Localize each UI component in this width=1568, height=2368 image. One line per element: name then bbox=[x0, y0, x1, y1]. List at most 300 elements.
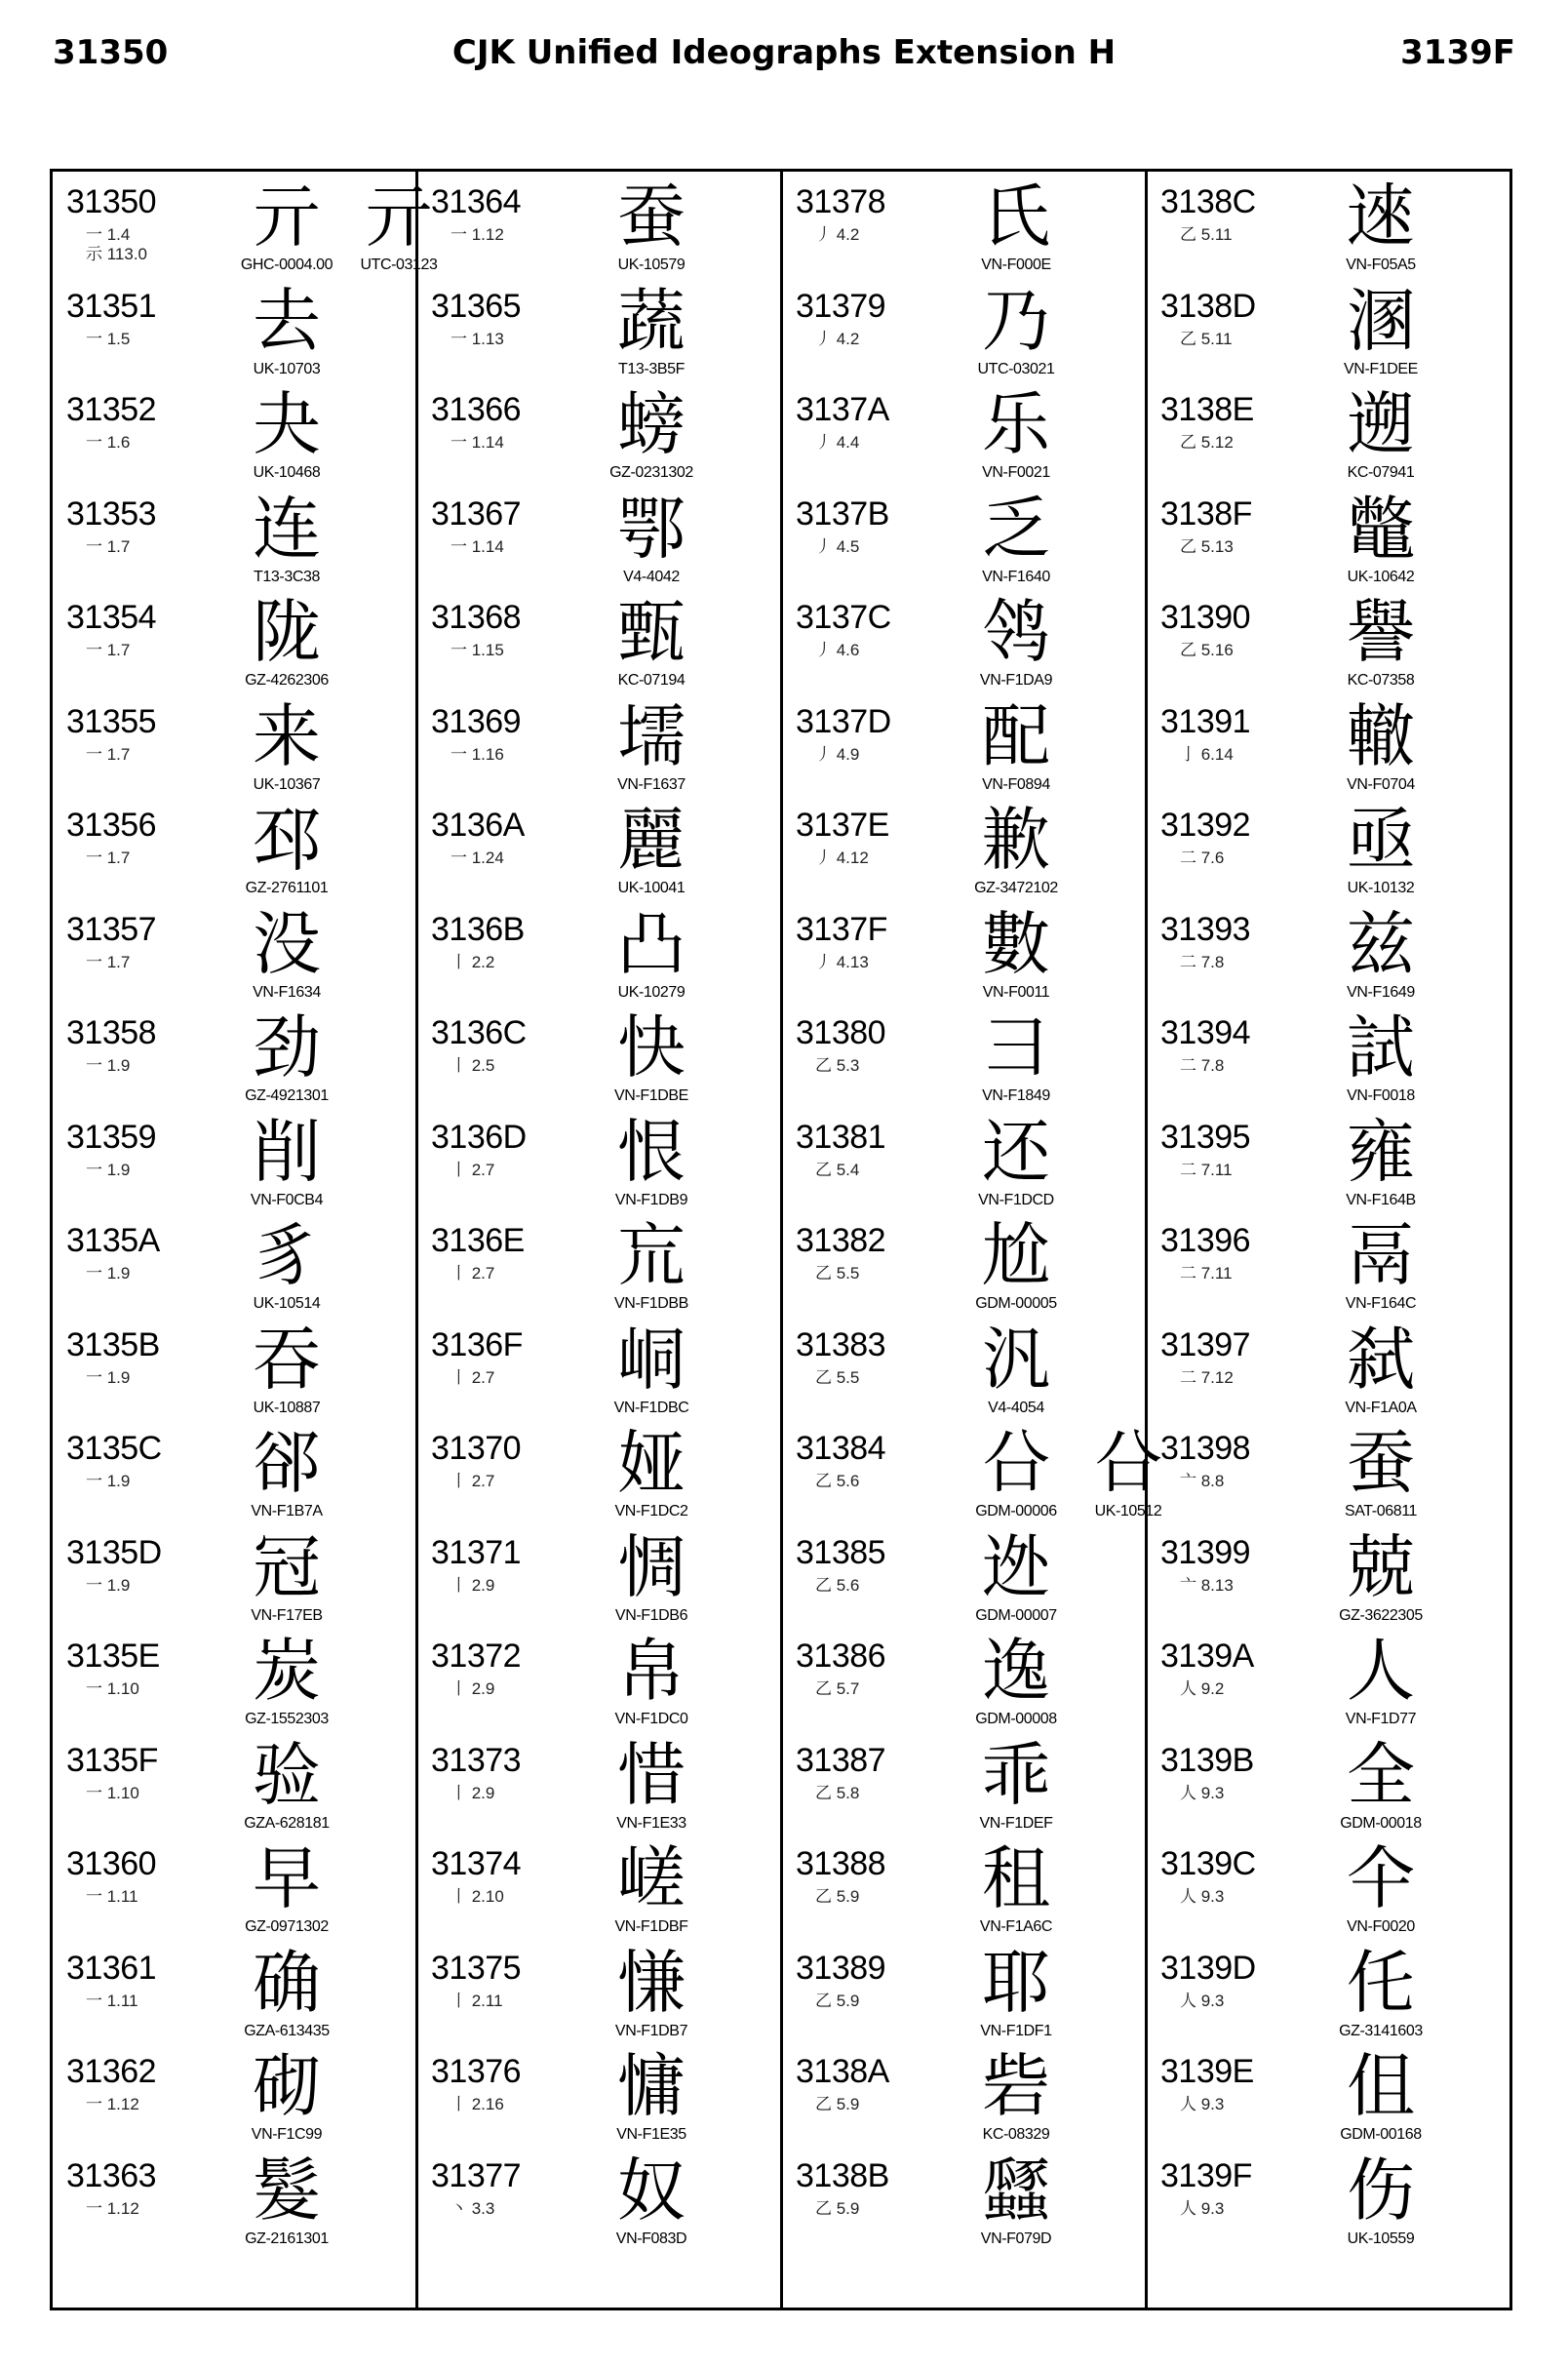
source-reference: GDM-00168 bbox=[1340, 2126, 1422, 2143]
ideograph-glyph: 壖 bbox=[617, 695, 686, 776]
page-title: CJK Unified Ideographs Extension H bbox=[451, 33, 1117, 72]
code-point-entry bbox=[782, 795, 1143, 898]
source-reference: V4-4042 bbox=[623, 568, 680, 585]
source-reference: UK-10559 bbox=[1347, 2230, 1415, 2247]
radical-stroke: 乙 5.9 bbox=[815, 1991, 860, 2010]
code-point: 31351 bbox=[66, 287, 157, 325]
code-point-entry bbox=[1147, 2146, 1508, 2249]
ideograph-glyph: 邳 bbox=[253, 800, 321, 880]
radical-stroke: 丨 2.16 bbox=[451, 2095, 504, 2113]
source-reference: GZA-613435 bbox=[244, 2022, 330, 2039]
code-point-entry bbox=[1147, 1003, 1508, 1106]
radical-stroke: 丨 2.11 bbox=[451, 1991, 503, 2010]
code-point-entry bbox=[417, 1107, 778, 1210]
code-point: 3137B bbox=[796, 494, 889, 533]
code-point-entry bbox=[417, 172, 778, 275]
source-reference: VN-F1DC0 bbox=[614, 1711, 688, 1727]
code-point: 31361 bbox=[66, 1949, 157, 1987]
ideograph-glyph: 炭 bbox=[253, 1631, 321, 1711]
ideograph-glyph: 豸 bbox=[253, 1215, 321, 1295]
code-point: 31356 bbox=[66, 807, 157, 844]
source-reference: VN-F1DB9 bbox=[614, 1191, 688, 1208]
ideograph-glyph: 蔬 bbox=[617, 280, 686, 361]
ideograph-glyph: 娅 bbox=[617, 1423, 686, 1503]
source-reference: UTC-03021 bbox=[977, 360, 1055, 377]
code-point-entry bbox=[1147, 1107, 1508, 1210]
ideograph-glyph: 确 bbox=[253, 1942, 321, 2023]
ideograph-glyph: 瓥 bbox=[982, 2150, 1050, 2230]
radical-stroke-alt: 示 113.0 bbox=[86, 245, 148, 263]
code-point: 3136D bbox=[431, 1118, 527, 1156]
code-point: 31370 bbox=[431, 1430, 522, 1467]
code-point-entry bbox=[417, 1418, 778, 1521]
source-reference: GZ-0231302 bbox=[609, 464, 693, 481]
code-point-entry bbox=[53, 1522, 413, 1626]
source-reference: VN-F1640 bbox=[982, 568, 1050, 585]
ideograph-glyph: 陇 bbox=[253, 592, 321, 672]
ideograph-glyph: 轍 bbox=[1347, 695, 1415, 776]
code-point: 31376 bbox=[431, 2053, 522, 2090]
radical-stroke: 人 9.2 bbox=[1180, 1679, 1225, 1698]
ideograph-glyph: 乐 bbox=[982, 384, 1050, 464]
source-reference: GZ-4921301 bbox=[245, 1087, 329, 1104]
source-reference: VN-F1DB6 bbox=[614, 1606, 688, 1624]
code-point: 31394 bbox=[1160, 1014, 1251, 1051]
ideograph-glyph: 雍 bbox=[1347, 1111, 1415, 1192]
code-point-entry bbox=[782, 1834, 1143, 1937]
code-point-entry bbox=[53, 1315, 413, 1418]
code-point: 3138D bbox=[1160, 287, 1256, 325]
radical-stroke: 一 1.5 bbox=[86, 329, 131, 348]
ideograph-glyph: 耶 bbox=[982, 1942, 1050, 2023]
source-reference: VN-F1E33 bbox=[616, 1814, 686, 1832]
code-point: 31350 bbox=[66, 183, 157, 220]
code-point-entry bbox=[1147, 379, 1508, 483]
code-point-entry bbox=[1147, 276, 1508, 379]
code-point-entry bbox=[782, 691, 1143, 795]
code-point: 31383 bbox=[796, 1325, 886, 1363]
ideograph-glyph: 还 bbox=[982, 1111, 1050, 1192]
ideograph-glyph: 全 bbox=[1347, 1734, 1415, 1815]
source-reference: GZ-3472102 bbox=[974, 880, 1058, 896]
radical-stroke: 乙 5.13 bbox=[1180, 536, 1234, 556]
source-reference: UK-10041 bbox=[617, 880, 686, 896]
code-point: 31375 bbox=[431, 1949, 522, 1987]
radical-stroke: 一 1.12 bbox=[86, 2095, 139, 2113]
ideograph-glyph: 試 bbox=[1347, 1007, 1415, 1087]
radical-stroke: 丿 4.13 bbox=[815, 952, 869, 971]
code-point: 31396 bbox=[1160, 1222, 1251, 1259]
source-reference: VN-F1A6C bbox=[979, 1918, 1053, 1935]
code-point: 3139C bbox=[1160, 1845, 1256, 1882]
code-point: 3139B bbox=[1160, 1741, 1254, 1779]
radical-stroke: 一 1.6 bbox=[86, 433, 131, 452]
radical-stroke: 丨 2.5 bbox=[451, 1056, 495, 1075]
radical-stroke: 乙 5.11 bbox=[1180, 225, 1233, 244]
radical-stroke: 一 1.11 bbox=[86, 1991, 138, 2010]
code-point: 31391 bbox=[1160, 702, 1251, 740]
code-point: 3135C bbox=[66, 1430, 162, 1467]
ideograph-glyph: 逨 bbox=[1347, 177, 1415, 257]
radical-stroke: 丨 2.10 bbox=[451, 1887, 504, 1906]
code-point: 3135B bbox=[66, 1325, 160, 1363]
code-point-entry bbox=[782, 379, 1143, 483]
source-reference: UK-10579 bbox=[617, 257, 686, 273]
source-reference: GDM-00006 bbox=[975, 1503, 1057, 1519]
code-point-entry bbox=[782, 1210, 1143, 1314]
code-point-entry bbox=[417, 1834, 778, 1937]
code-point-entry bbox=[1147, 484, 1508, 587]
code-point-entry bbox=[782, 1730, 1143, 1834]
code-point: 31385 bbox=[796, 1533, 886, 1571]
code-point-entry bbox=[1147, 1938, 1508, 2041]
source-reference: VN-F1D77 bbox=[1345, 1711, 1417, 1727]
code-point-entry bbox=[1147, 1730, 1508, 1834]
source-reference: UK-10132 bbox=[1347, 880, 1415, 896]
ideograph-glyph: 仐 bbox=[1347, 1838, 1415, 1918]
source-reference: VN-F1634 bbox=[253, 983, 321, 1001]
source-reference: VN-F1DC2 bbox=[614, 1503, 688, 1519]
code-point: 31363 bbox=[66, 2156, 157, 2194]
code-point-entry bbox=[417, 1210, 778, 1314]
radical-stroke: 二 7.8 bbox=[1180, 1056, 1225, 1075]
ideograph-glyph: 亓 bbox=[365, 177, 433, 257]
code-point-entry bbox=[782, 2041, 1143, 2145]
radical-stroke: 人 9.3 bbox=[1180, 2095, 1225, 2113]
source-reference: GZ-3141603 bbox=[1339, 2022, 1423, 2039]
ideograph-glyph: 汎 bbox=[982, 1319, 1050, 1400]
code-point-entry bbox=[1147, 1834, 1508, 1937]
code-point: 3135E bbox=[66, 1638, 160, 1675]
radical-stroke: 乙 5.12 bbox=[1180, 433, 1234, 452]
source-reference: GDM-00005 bbox=[975, 1295, 1057, 1312]
radical-stroke: 一 1.12 bbox=[86, 2198, 139, 2218]
code-point: 31352 bbox=[66, 391, 157, 428]
source-reference: GHC-0004.00 bbox=[240, 257, 333, 273]
code-point-entry bbox=[53, 2041, 413, 2145]
code-point: 3137E bbox=[796, 807, 889, 844]
ideograph-glyph: 慊 bbox=[617, 1942, 686, 2023]
ideograph-glyph: 人 bbox=[1347, 1631, 1415, 1711]
code-point: 3136F bbox=[431, 1325, 523, 1363]
radical-stroke: 一 1.14 bbox=[451, 536, 504, 556]
radical-stroke: 乙 5.11 bbox=[1180, 329, 1233, 348]
source-reference: UK-10703 bbox=[253, 360, 321, 377]
radical-stroke: 一 1.7 bbox=[86, 641, 131, 659]
source-reference: VN-F1DEE bbox=[1344, 360, 1418, 377]
code-point-entry bbox=[53, 379, 413, 483]
code-point: 31355 bbox=[66, 702, 157, 740]
ideograph-glyph: 去 bbox=[253, 280, 321, 361]
source-reference: T13-3B5F bbox=[618, 360, 685, 377]
radical-stroke: 丨 2.7 bbox=[451, 1160, 495, 1179]
ideograph-glyph: 奴 bbox=[617, 2150, 686, 2230]
source-reference: GZ-1552303 bbox=[245, 1711, 329, 1727]
radical-stroke: 一 1.9 bbox=[86, 1472, 131, 1490]
ideograph-glyph: 削 bbox=[253, 1111, 321, 1192]
source-reference: VN-F1DBE bbox=[614, 1087, 688, 1104]
code-point: 31362 bbox=[66, 2053, 157, 2090]
source-reference: VN-F1DB7 bbox=[614, 2022, 688, 2039]
ideograph-glyph: 砦 bbox=[982, 2046, 1050, 2126]
code-point: 3135A bbox=[66, 1222, 160, 1259]
chart-column bbox=[782, 172, 1162, 2308]
code-point: 31387 bbox=[796, 1741, 886, 1779]
source-reference: VN-F1849 bbox=[982, 1087, 1050, 1104]
code-point-entry bbox=[417, 1938, 778, 2041]
source-reference: UK-10279 bbox=[617, 983, 686, 1001]
code-point: 31373 bbox=[431, 1741, 522, 1779]
ideograph-glyph: 劲 bbox=[253, 1007, 321, 1087]
ideograph-glyph: 溷 bbox=[1347, 280, 1415, 361]
radical-stroke: 一 1.9 bbox=[86, 1264, 131, 1283]
source-reference: GZ-2161301 bbox=[245, 2230, 329, 2247]
radical-stroke: 丨 2.7 bbox=[451, 1472, 495, 1490]
source-reference: GZ-4262306 bbox=[245, 672, 329, 689]
source-reference: VN-F0020 bbox=[1347, 1918, 1415, 1935]
ideograph-glyph: 巟 bbox=[617, 1215, 686, 1295]
radical-stroke: 一 1.9 bbox=[86, 1056, 131, 1075]
source-reference: VN-F1DBC bbox=[613, 1399, 689, 1416]
code-point-entry bbox=[417, 2041, 778, 2145]
code-point: 31386 bbox=[796, 1638, 886, 1675]
code-point-entry bbox=[782, 2146, 1143, 2249]
code-point: 3139A bbox=[1160, 1638, 1254, 1675]
source-reference: VN-F079D bbox=[980, 2230, 1052, 2247]
radical-stroke: 一 1.9 bbox=[86, 1160, 131, 1179]
code-point: 31365 bbox=[431, 287, 522, 325]
code-point-entry bbox=[1147, 1315, 1508, 1418]
ideograph-glyph: 兹 bbox=[1347, 903, 1415, 984]
ideograph-glyph: 亓 bbox=[253, 177, 321, 257]
code-point-entry bbox=[1147, 1522, 1508, 1626]
ideograph-glyph: 峒 bbox=[617, 1319, 686, 1400]
code-point-entry bbox=[782, 276, 1143, 379]
code-point: 3136B bbox=[431, 910, 525, 948]
source-reference: KC-07194 bbox=[617, 672, 686, 689]
code-point-entry bbox=[53, 1418, 413, 1521]
code-point-entry bbox=[782, 1107, 1143, 1210]
source-reference: VN-F0CB4 bbox=[250, 1191, 324, 1208]
code-point: 31360 bbox=[66, 1845, 157, 1882]
code-point-entry bbox=[782, 587, 1143, 691]
source-reference: UK-10887 bbox=[253, 1399, 321, 1416]
code-point-entry bbox=[1147, 1418, 1508, 1521]
radical-stroke: 丿 4.12 bbox=[815, 849, 869, 867]
ideograph-glyph: 蚕 bbox=[1347, 1423, 1415, 1503]
code-chart-table bbox=[50, 169, 1512, 2310]
radical-stroke: 丶 3.3 bbox=[451, 2198, 495, 2218]
ideograph-glyph: 慵 bbox=[617, 2046, 686, 2126]
code-point: 31380 bbox=[796, 1014, 886, 1051]
source-reference: VN-F0011 bbox=[982, 983, 1050, 1001]
source-reference: UK-10512 bbox=[1094, 1503, 1162, 1519]
radical-stroke: 一 1.15 bbox=[451, 641, 504, 659]
radical-stroke: 乙 5.5 bbox=[815, 1367, 860, 1387]
chart-column bbox=[417, 172, 780, 2308]
code-point-entry bbox=[1147, 2041, 1508, 2145]
radical-stroke: 亠 8.13 bbox=[1180, 1575, 1234, 1595]
radical-stroke: 一 1.7 bbox=[86, 536, 131, 556]
ideograph-glyph: 乖 bbox=[982, 1734, 1050, 1815]
source-reference: GZ-3622305 bbox=[1339, 1606, 1423, 1624]
code-point: 31393 bbox=[1160, 910, 1251, 948]
code-point-entry bbox=[1147, 899, 1508, 1003]
source-reference: GDM-00007 bbox=[975, 1606, 1057, 1624]
code-point-entry bbox=[1147, 795, 1508, 898]
code-point: 31367 bbox=[431, 494, 522, 533]
code-point: 31358 bbox=[66, 1014, 157, 1051]
code-point-entry bbox=[53, 276, 413, 379]
ideograph-glyph: 夬 bbox=[253, 384, 321, 464]
source-reference: VN-F0704 bbox=[1347, 775, 1415, 793]
radical-stroke: 丨 2.7 bbox=[451, 1367, 495, 1387]
code-point: 31366 bbox=[431, 391, 522, 428]
radical-stroke: 人 9.3 bbox=[1180, 2198, 1225, 2218]
radical-stroke: 人 9.3 bbox=[1180, 1887, 1225, 1906]
ideograph-glyph: 凸 bbox=[617, 903, 686, 984]
range-end-label: 3139F bbox=[1400, 33, 1515, 72]
code-point: 3135F bbox=[66, 1741, 158, 1779]
source-reference: UK-10514 bbox=[253, 1295, 321, 1312]
radical-stroke: 二 7.11 bbox=[1180, 1264, 1233, 1283]
ideograph-glyph: 早 bbox=[253, 1838, 321, 1918]
code-point-entry bbox=[53, 795, 413, 898]
source-reference: GZ-0971302 bbox=[245, 1918, 329, 1935]
radical-stroke: 丨 2.7 bbox=[451, 1264, 495, 1283]
source-reference: UK-10642 bbox=[1347, 568, 1415, 585]
radical-stroke: 丨 2.9 bbox=[451, 1575, 495, 1595]
code-point-entry bbox=[1147, 1626, 1508, 1729]
source-reference: VN-F0018 bbox=[1347, 1087, 1415, 1104]
radical-stroke: 一 1.7 bbox=[86, 952, 131, 971]
code-point: 31368 bbox=[431, 599, 522, 636]
code-point-entry bbox=[417, 276, 778, 379]
code-point: 3138C bbox=[1160, 183, 1256, 220]
source-reference: VN-F083D bbox=[615, 2230, 687, 2247]
code-point-entry bbox=[782, 899, 1143, 1003]
source-reference: VN-F1DCD bbox=[978, 1191, 1054, 1208]
ideograph-glyph: 髮 bbox=[253, 2150, 321, 2230]
radical-stroke: 乙 5.4 bbox=[815, 1160, 860, 1179]
radical-stroke: 乙 5.9 bbox=[815, 1887, 860, 1906]
code-point: 31389 bbox=[796, 1949, 886, 1987]
source-reference: UTC-03123 bbox=[360, 257, 438, 273]
ideograph-glyph: 麗 bbox=[617, 800, 686, 880]
code-point-entry bbox=[782, 484, 1143, 587]
code-point: 31369 bbox=[431, 702, 522, 740]
code-point: 31378 bbox=[796, 183, 886, 220]
code-point-entry bbox=[782, 1522, 1143, 1626]
source-reference: VN-F1DBB bbox=[614, 1295, 688, 1312]
code-point: 3139E bbox=[1160, 2053, 1254, 2090]
code-point: 3139F bbox=[1160, 2156, 1252, 2194]
source-reference: GDM-00008 bbox=[975, 1711, 1057, 1727]
ideograph-glyph: 弑 bbox=[1347, 1319, 1415, 1400]
ideograph-glyph: 仛 bbox=[1347, 1942, 1415, 2023]
code-point: 31399 bbox=[1160, 1533, 1251, 1571]
source-reference: VN-F164B bbox=[1346, 1191, 1416, 1208]
ideograph-glyph: 连 bbox=[253, 488, 321, 569]
code-point: 31388 bbox=[796, 1845, 886, 1882]
source-reference: GZA-628181 bbox=[244, 1814, 330, 1832]
ideograph-glyph: 乏 bbox=[982, 488, 1050, 569]
ideograph-glyph: 鄂 bbox=[617, 488, 686, 569]
code-point-entry bbox=[417, 379, 778, 483]
ideograph-glyph: 歉 bbox=[982, 800, 1050, 880]
code-point-entry bbox=[53, 1730, 413, 1834]
radical-stroke: 一 1.10 bbox=[86, 1783, 139, 1802]
ideograph-glyph: 亟 bbox=[1347, 800, 1415, 880]
ideograph-glyph: 惆 bbox=[617, 1526, 686, 1607]
source-reference: KC-07358 bbox=[1347, 672, 1415, 689]
ideograph-glyph: 伤 bbox=[1347, 2150, 1415, 2230]
code-point-entry bbox=[53, 172, 438, 275]
source-reference: T13-3C38 bbox=[254, 568, 320, 585]
ideograph-glyph: 伹 bbox=[1347, 2046, 1415, 2126]
radical-stroke: 乙 5.8 bbox=[815, 1783, 860, 1802]
code-point: 31364 bbox=[431, 183, 522, 220]
ideograph-glyph: 没 bbox=[253, 903, 321, 984]
ideograph-glyph: 彐 bbox=[982, 1007, 1050, 1087]
radical-stroke: 一 1.7 bbox=[86, 744, 131, 764]
source-reference: VN-F1C99 bbox=[251, 2126, 323, 2143]
ideograph-glyph: 氏 bbox=[982, 177, 1050, 257]
ideograph-glyph: 鼈 bbox=[1347, 488, 1415, 569]
code-point-entry bbox=[53, 899, 413, 1003]
ideograph-glyph: 来 bbox=[253, 695, 321, 776]
code-point-entry bbox=[417, 2146, 778, 2249]
code-point-entry bbox=[782, 1315, 1143, 1418]
source-reference: KC-07941 bbox=[1347, 464, 1415, 481]
radical-stroke: 丨 2.9 bbox=[451, 1679, 495, 1698]
code-point: 31353 bbox=[66, 494, 157, 533]
radical-stroke: 丿 4.6 bbox=[815, 641, 860, 659]
radical-stroke: 丨 2.2 bbox=[451, 952, 495, 971]
ideograph-glyph: 帛 bbox=[617, 1631, 686, 1711]
ideograph-glyph: 兢 bbox=[1347, 1526, 1415, 1607]
code-point-entry bbox=[1147, 587, 1508, 691]
code-point: 3136C bbox=[431, 1014, 527, 1051]
radical-stroke: 二 7.11 bbox=[1180, 1160, 1233, 1179]
radical-stroke: 一 1.13 bbox=[451, 329, 504, 348]
code-point: 31357 bbox=[66, 910, 157, 948]
source-reference: VN-F0894 bbox=[982, 775, 1050, 793]
source-reference: UK-10367 bbox=[253, 775, 321, 793]
source-reference: UK-10468 bbox=[253, 464, 321, 481]
radical-stroke: 一 1.14 bbox=[451, 433, 504, 452]
code-point-entry bbox=[417, 1003, 778, 1106]
code-point-entry bbox=[417, 587, 778, 691]
code-point-entry bbox=[53, 1938, 413, 2041]
code-point: 3138B bbox=[796, 2156, 889, 2194]
code-point-entry bbox=[1147, 172, 1508, 275]
source-reference: VN-F1DBF bbox=[614, 1918, 688, 1935]
code-point-entry bbox=[782, 1938, 1143, 2041]
ideograph-glyph: 鸰 bbox=[982, 592, 1050, 672]
radical-stroke: 一 1.24 bbox=[451, 849, 504, 867]
code-point-entry bbox=[53, 691, 413, 795]
code-point-entry bbox=[417, 1522, 778, 1626]
radical-stroke: 一 1.9 bbox=[86, 1575, 131, 1595]
code-point-entry bbox=[417, 899, 778, 1003]
code-point: 3136E bbox=[431, 1222, 525, 1259]
code-point: 3138F bbox=[1160, 494, 1252, 533]
code-point-entry bbox=[417, 1626, 778, 1729]
radical-stroke: 二 7.8 bbox=[1180, 952, 1225, 971]
radical-stroke: 乙 5.7 bbox=[815, 1679, 860, 1698]
ideograph-glyph: 租 bbox=[982, 1838, 1050, 1918]
